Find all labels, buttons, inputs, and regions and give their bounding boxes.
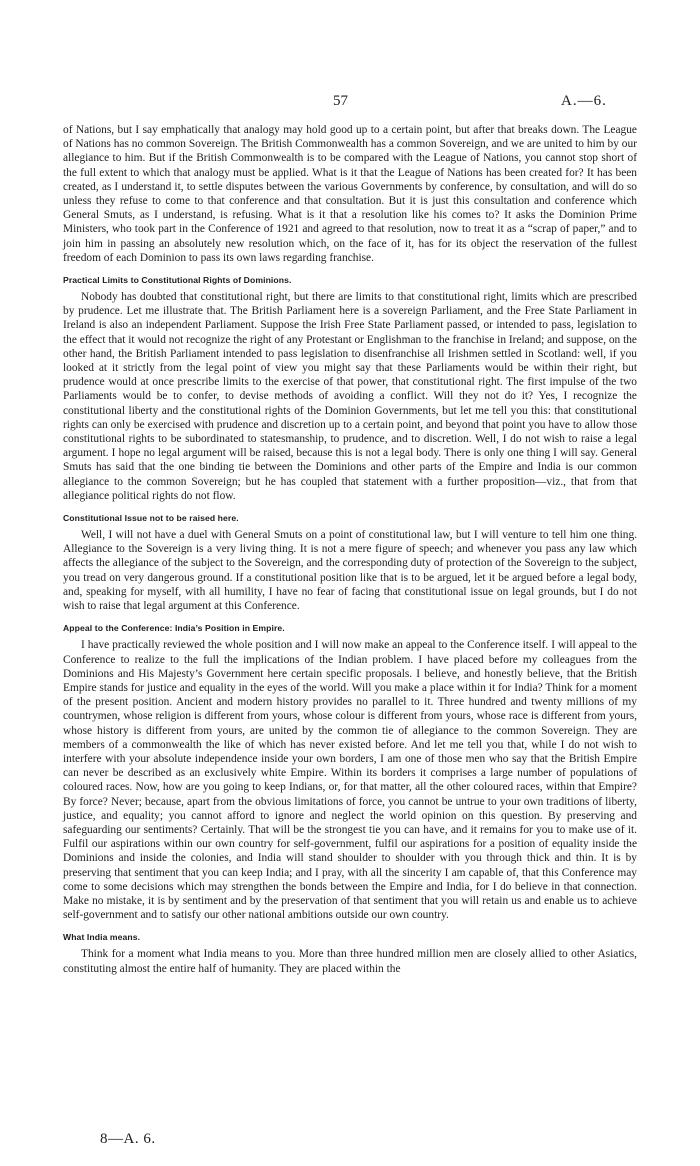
section-paragraph-appeal-to-conference: I have practically reviewed the whole position and I will now make an appeal to the Conference itself. I will appeal to the Conference to realize to the full the implications of the Indian problem. I have placed before my colleagues from the Dominions and His Majesty’s Government here certain specific proposals. I believe, and honestly believe, that the British Empire stands for justice and equality in the eyes of the world. Will you make a place within it for India? Think for a moment of the present position. Ancient and modern history provides no parallel to it. Three hundred and twenty millions of my countrymen, whose religion is different from yours, whose colour is different from yours, whose race is different from yours, whose history is different from yours, are united by the common tie of allegiance to the common Sovereign. They are members of a commonwealth the like of which has never existed before. And let me tell you that, while I do not wish to interfere with your absolute independence inside your own borders, I am one of those men who say that the British Empire can never be described as an exclusively white Empire. Within its borders it comprises a large number of populations of coloured races. Now, how are you going to keep Indians, or, for that matter, all the other coloured races, within that Empire? By force? Never; because, apart from the obvious limitations of force, you cannot be untrue to your own traditions of liberty, justice, and equality; you cannot afford to ignore and neglect the world opinion on this question. By preserving and safeguarding our sentiments? Certainly. That will be the strongest tie you can have, and it remains for you to make use of it. Fulfil our aspirations within our own country for self-government, fulfil our aspirations for a position of equality inside the Dominions and inside the colonies, and India will stand shoulder to shoulder with you through thick and thin. It is by preserving that sentiment that you can keep India; and I pray, with all the sincerity I am capable of, that this Conference may come to some decisions which may strengthen the bonds between the Empire and India, for I do believe in that connection. Make no mistake, it is by sentiment and by the preservation of that sentiment that you will retain us and enable us to achieve self-government and to satisfy our other national ambitions outside our own country.: [63, 639, 637, 922]
intro-paragraph: of Nations, but I say emphatically that analogy may hold good up to a certain point, but after that breaks down. The League of Nations has no common Sovereign. The British Commonwealth has a common Sovereign, and we are united to him by our allegiance to him. But if the British Commonwealth is to be compared with the League of Nations, you cannot stop short of the full extent to which that analogy must be applied. What is it that the League of Nations has been created for? It has been created, as I understand it, to settle disputes between the various Governments by conference, by consultation, and will do so unless they refuse to come to that conference and that consultation. But it is just this consultation and conference which General Smuts, as I understand, is refusing. What is it that a resolution like his comes to? It asks the Dominion Prime Ministers, who took part in the Conference of 1921 and agreed to that resolution, now to treat it as a “scrap of paper,” and to join him in passing an absolutely new resolution which, on the face of it, has for its object the reservation of the fullest freedom of each Dominion to pass its own laws regarding franchise.: [63, 124, 637, 264]
section-heading-appeal-to-conference: Appeal to the Conference: India’s Position in Empire.: [63, 623, 285, 634]
section-paragraph-practical-limits: Nobody has doubted that constitutional right, but there are limits to that constitutional right, limits which are prescribed by prudence. Let me illustrate that. The British Parliament here is a sovereign Parliament, and the Free State Parliament in Ireland is also an independent Parliament. Suppose the Irish Free State Parliament passed, or intended to pass, legislation to the effect that it would not recognize the right of any Protestant or Englishman to the franchise in Ireland; and suppose, on the other hand, the British Parliament intended to pass legislation to disenfranchise all Irishmen settled in Scotland: well, if you looked at it strictly from the legal point of view you might say that these Parliaments would be within their right, but prudence would at once prescribe limits to the exercise of that power, that constitutional right. The first impulse of the two Parliaments would be to confer, to devise methods of avoiding a conflict. Will they not do it? Yes, I recognize the constitutional liberty and the constitutional rights of the Dominion Governments, but let me tell you this: that constitutional rights can only be exercised with prudence and discretion up to a certain point, and beyond that point you have to allow those constitutional rights to be subordinated to statesmanship, to prudence, and to discretion. Well, I do not wish to raise a legal argument. I hope no legal argument will be raised, because this is not a legal body. There is only one thing I will say. General Smuts has said that the one binding tie between the Dominions and other parts of the Empire and India is our common allegiance to the common Sovereign; but he has coupled that statement with a further proposition—viz., that from that allegiance political rights do not flow.: [63, 291, 637, 502]
section-heading-constitutional-issue: Constitutional Issue not to be raised here.: [63, 513, 239, 524]
page-header: [0, 93, 700, 113]
section-heading-what-india-means: What India means.: [63, 932, 141, 943]
section-paragraph-constitutional-issue: Well, I will not have a duel with General Smuts on a point of constitutional law, but I will venture to tell him one thing. Allegiance to the Sovereign is a very living thing. It is not a mere figure of speech; and whenever you pass any law which affects the allegiance of the subject to the Sovereign, and the corresponding duty of protection of the Sovereign to the subject, you tread on very dangerous ground. If a constitutional position like that is to be argued, let it be argued before a legal body, and, speaking for myself, with all humility, I have no fear of facing that constitutional issue on legal grounds, but I do not wish to raise that legal argument at this Conference.: [63, 529, 637, 613]
section-paragraph-what-india-means: Think for a moment what India means to you. More than three hundred million men are closely allied to other Asiatics, constituting almost the entire half of humanity. They are placed within the: [63, 948, 637, 975]
page-body: [63, 123, 637, 976]
section-heading-practical-limits: Practical Limits to Constitutional Rights of Dominions.: [63, 275, 292, 286]
document-reference: A.—6.: [561, 93, 607, 109]
page-number: 57: [333, 93, 348, 109]
signature-mark: 8—A. 6.: [100, 1131, 156, 1147]
